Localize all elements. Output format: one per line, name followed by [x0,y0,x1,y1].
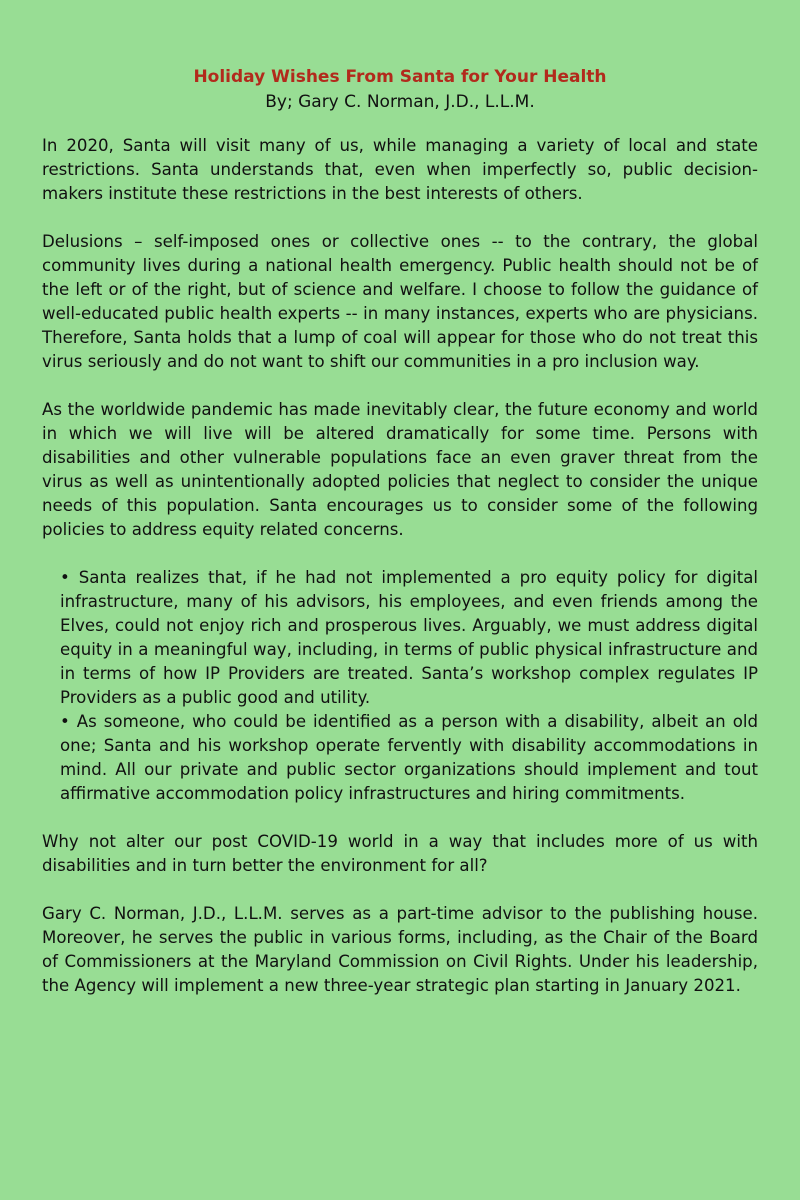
paragraph-pandemic-equity: As the worldwide pandemic has made inevitably clear, the future economy and world in which we will live will be altered dramatically for some time. Persons with disabilities and other vulnerable populations face an even graver threat from the virus as well as unintentionally adopted policies that neglect to consider the unique needs of this population. Santa encourages us to consider some of the following policies to address equity related concerns. [42,400,758,539]
author-byline: By; Gary C. Norman, J.D., L.L.M. [265,92,535,112]
bullet-disability-accommodation: • As someone, who could be identified as a person with a disability, albeit an old one; Santa and his workshop operate fervently with disability accommodations in mind. All our private and public sector organizations should implement and tout affirmative accommodation policy infrastructures and hiring commitments. [60,712,758,803]
document-header [42,64,758,114]
author-bio: Gary C. Norman, J.D., L.L.M. serves as a part-time advisor to the publishing house. Moreover, he serves the public in various forms, including, as the Chair of the Board of Commissioners at the Maryland Commission on Civil Rights. Under his leadership, the Agency will implement a new three-year strategic plan starting in January 2021. [42,904,758,995]
paragraph-public-health: Delusions – self-imposed ones or collective ones -- to the contrary, the global community lives during a national health emergency. Public health should not be of the left or of the right, but of science and welfare. I choose to follow the guidance of well-educated public health experts -- in many instances, experts who are physicians. Therefore, Santa holds that a lump of coal will appear for those who do not treat this virus seriously and do not want to shift our communities in a pro inclusion way. [42,232,758,371]
document-title: Holiday Wishes From Santa for Your Health [193,67,607,87]
bullet-digital-equity: • Santa realizes that, if he had not implemented a pro equity policy for digital infrastructure, many of his advisors, his employees, and even friends among the Elves, could not enjoy rich and prosperous lives. Arguably, we must address digital equity in a meaningful way, including, in terms of public physical infrastructure and in terms of how IP Providers are treated. Santa’s workshop complex regulates IP Providers as a public good and utility. [60,568,758,707]
policy-bullet-list [42,566,758,806]
paragraph-closing-question: Why not alter our post COVID-19 world in a way that includes more of us with disabilities and in turn better the environment for all? [42,832,758,875]
paragraph-restrictions: In 2020, Santa will visit many of us, while managing a variety of local and state restrictions. Santa understands that, even when imperfectly so, public decision-makers institute these restrictions in the best interests of others. [42,136,758,203]
